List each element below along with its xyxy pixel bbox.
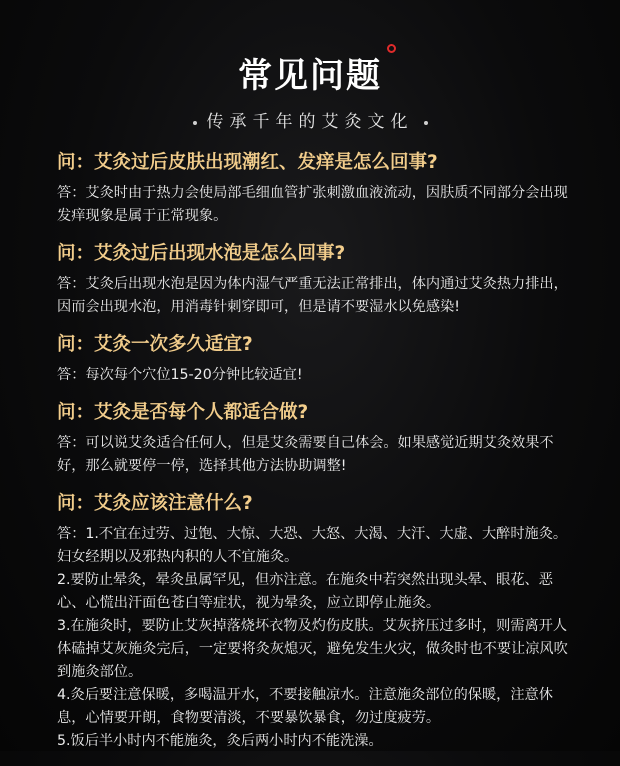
faq-list [57, 150, 577, 766]
faq-answer-text: 4.灸后要注意保暖，多喝温开水，不要接触凉水。注意施灸部位的保暖，注意休息，心情要开朗，食物要清淡，不要暴饮暴食，勿过度疲劳。 [57, 687, 553, 726]
faq-item [57, 241, 577, 319]
dot-left-icon [193, 121, 197, 125]
faq-answer [57, 432, 577, 478]
faq-answer-text: 5.饭后半小时内不能施灸，灸后两小时内不能洗澡。 [57, 733, 383, 749]
faq-answer-text: 答：艾灸时由于热力会使局部毛细血管扩张刺激血液流动，因肤质不同部分会出现发痒现象是属于正常现象。 [57, 185, 568, 224]
page-title: 常见问题 [238, 56, 382, 96]
faq-question: 问：艾灸过后皮肤出现潮红、发痒是怎么回事? [57, 152, 438, 173]
faq-answer-text: 答：每次每个穴位15-20分钟比较适宜! [57, 367, 303, 383]
faq-answer [57, 182, 577, 228]
faq-item [57, 150, 577, 228]
faq-answer-text: 答：艾灸后出现水泡是因为体内湿气严重无法正常排出，体内通过艾灸热力排出，因而会出现水泡，用消毒针刺穿即可，但是请不要湿水以免感染! [57, 276, 568, 315]
faq-question: 问：艾灸应该注意什么? [57, 493, 253, 514]
dot-right-icon [424, 121, 428, 125]
faq-answer-text: 答：可以说艾灸适合任何人，但是艾灸需要自己体会。如果感觉近期艾灸效果不好，那么就要停一停，选择其他方法协助调整! [57, 435, 554, 474]
faq-answer [57, 273, 577, 319]
faq-answer [57, 523, 577, 753]
page-subtitle [0, 107, 620, 132]
faq-answer [57, 364, 577, 387]
faq-question: 问：艾灸是否每个人都适合做? [57, 402, 309, 423]
faq-item [57, 491, 577, 753]
faq-answer-text: 2.要防止晕灸，晕灸虽属罕见，但亦注意。在施灸中若突然出现头晕、眼花、恶心、心慌出汗面色苍白等症状，视为晕灸，应立即停止施灸。 [57, 572, 553, 611]
red-circle-icon [387, 44, 396, 53]
title-wrap [238, 48, 382, 97]
faq-question: 问：艾灸一次多久适宜? [57, 334, 253, 355]
subtitle-text: 传承千年的艾灸文化 [206, 112, 414, 132]
faq-question: 问：艾灸过后出现水泡是怎么回事? [57, 243, 346, 264]
faq-answer-text: 答：1.不宜在过劳、过饱、大惊、大恐、大怒、大渴、大汗、大虚、大醉时施灸。妇女经期以及邪热内积的人不宜施灸。 [57, 526, 568, 565]
faq-answer-text: 3.在施灸时，要防止艾灰掉落烧坏衣物及灼伤皮肤。艾灰挤压过多时，则需离开人体磕掉艾灰施灸完后，一定要将灸灰熄灭，避免发生火灾，做灸时也不要让凉风吹到施灸部位。 [57, 618, 568, 680]
page-header [0, 48, 620, 132]
faq-item [57, 400, 577, 478]
faq-item [57, 332, 577, 387]
